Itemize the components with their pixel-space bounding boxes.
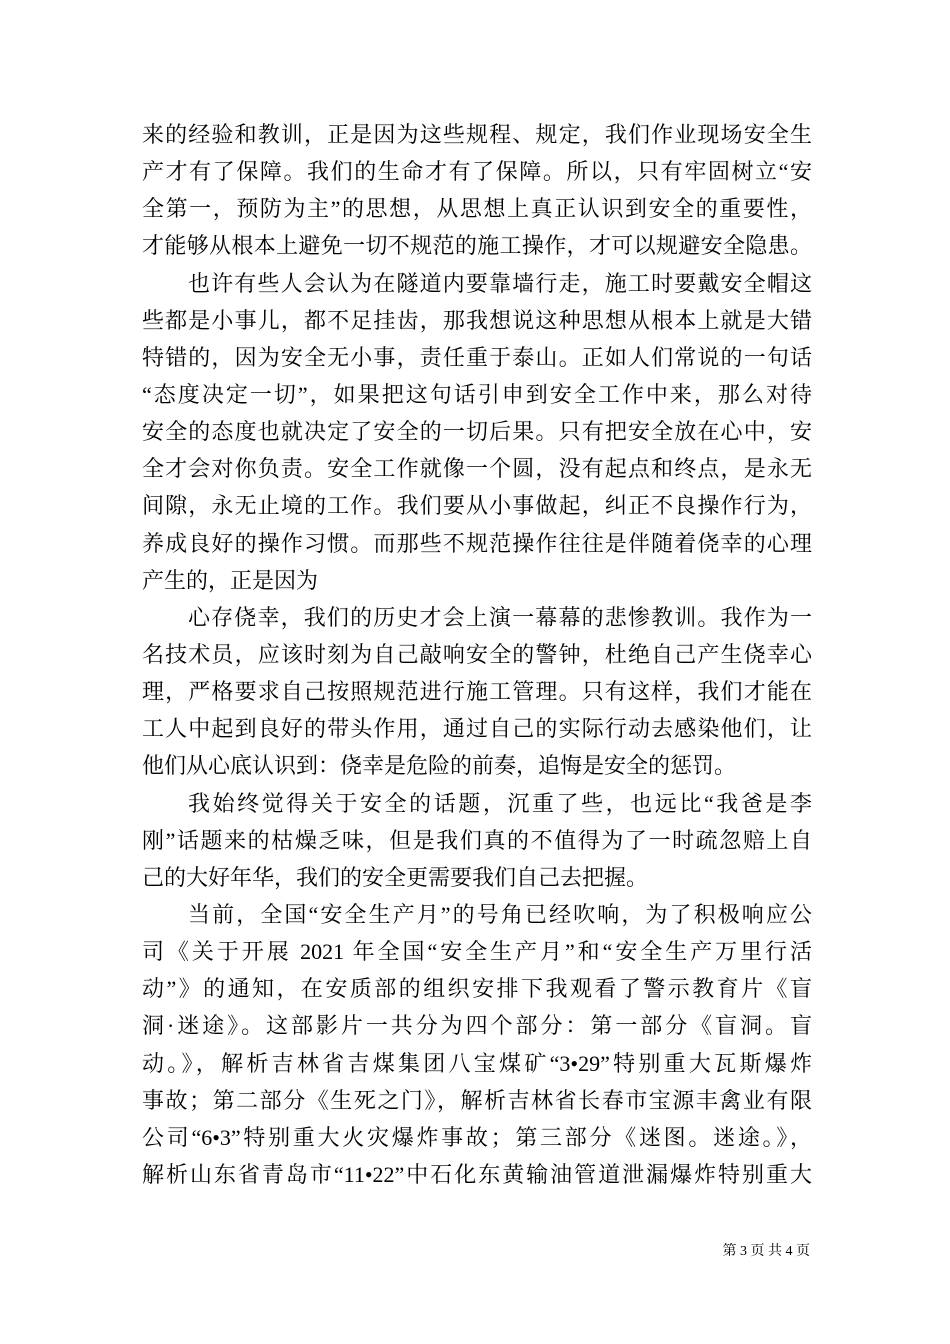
text-line: 刚”话题来的枯燥乏味，但是我们真的不值得为了一时疏忽赔上自	[142, 827, 812, 853]
page-number-footer: 第 3 页 共 4 页	[722, 1244, 810, 1259]
text-line: 理，严格要求自己按照规范进行施工管理。只有这样，我们才能在	[142, 679, 812, 705]
text-line: 来的经验和教训，正是因为这些规程、规定，我们作业现场安全生	[142, 122, 812, 147]
text-line: 养成良好的操作习惯。而那些不规范操作往往是伴随着侥幸的心理	[142, 530, 812, 556]
text-line: 间隙，永无止境的工作。我们要从小事做起，纠正不良操作行为，	[142, 493, 812, 519]
text-line: 名技术员，应该时刻为自己敲响安全的警钟，杜绝自己产生侥幸心	[142, 641, 812, 667]
text-line: 心存侥幸，我们的历史才会上演一幕幕的悲惨教训。我作为一	[188, 604, 812, 630]
text-line: 全才会对你负责。安全工作就像一个圆，没有起点和终点，是永无	[142, 456, 812, 482]
text-body	[142, 116, 812, 1193]
text-line: “态度决定一切”，如果把这句话引申到安全工作中来，那么对待	[142, 381, 812, 407]
text-line: 洞·迷途》。这部影片一共分为四个部分：第一部分《盲洞。盲	[142, 1013, 812, 1039]
text-line: 他们从心底认识到：侥幸是危险的前奏，追悔是安全的惩罚。	[142, 753, 737, 779]
text-line: 事故；第二部分《生死之门》，解析吉林省长春市宝源丰禽业有限	[142, 1087, 812, 1113]
text-line: 安全的态度也就决定了安全的一切后果。只有把安全放在心中，安	[142, 419, 812, 445]
text-line: 特错的，因为安全无小事，责任重于泰山。正如人们常说的一句话	[142, 344, 812, 370]
text-line: 解析山东省青岛市“11•22”中石化东黄输油管道泄漏爆炸特别重大	[142, 1161, 812, 1187]
text-line: 司《关于开展 2021 年全国“安全生产月”和“安全生产万里行活	[142, 939, 812, 965]
text-line: 己的大好年华，我们的安全更需要我们自己去把握。	[142, 864, 649, 890]
text-line: 也许有些人会认为在隧道内要靠墙行走，施工时要戴安全帽这	[188, 270, 812, 296]
text-line: 产生的，正是因为	[142, 567, 319, 593]
text-line: 动。》，解析吉林省吉煤集团八宝煤矿“3•29”特别重大瓦斯爆炸	[142, 1050, 812, 1076]
text-line: 工人中起到良好的带头作用，通过自己的实际行动去感染他们，让	[142, 716, 812, 742]
text-line: 全第一，预防为主”的思想，从思想上真正认识到安全的重要性，	[142, 196, 812, 222]
text-line: 我始终觉得关于安全的话题，沉重了些，也远比“我爸是李	[188, 790, 812, 816]
text-line: 些都是小事儿，都不足挂齿，那我想说这种思想从根本上就是大错	[142, 307, 812, 333]
text-line: 动”》的通知，在安质部的组织安排下我观看了警示教育片《盲	[142, 976, 812, 1002]
text-line: 公司“6•3”特别重大火灾爆炸事故；第三部分《迷图。迷途。》，	[142, 1124, 812, 1150]
text-line: 才能够从根本上避免一切不规范的施工操作，才可以规避安全隐患。	[142, 233, 812, 259]
text-line: 产才有了保障。我们的生命才有了保障。所以，只有牢固树立“安	[142, 159, 812, 185]
text-line: 当前，全国“安全生产月”的号角已经吹响，为了积极响应公	[188, 901, 812, 927]
